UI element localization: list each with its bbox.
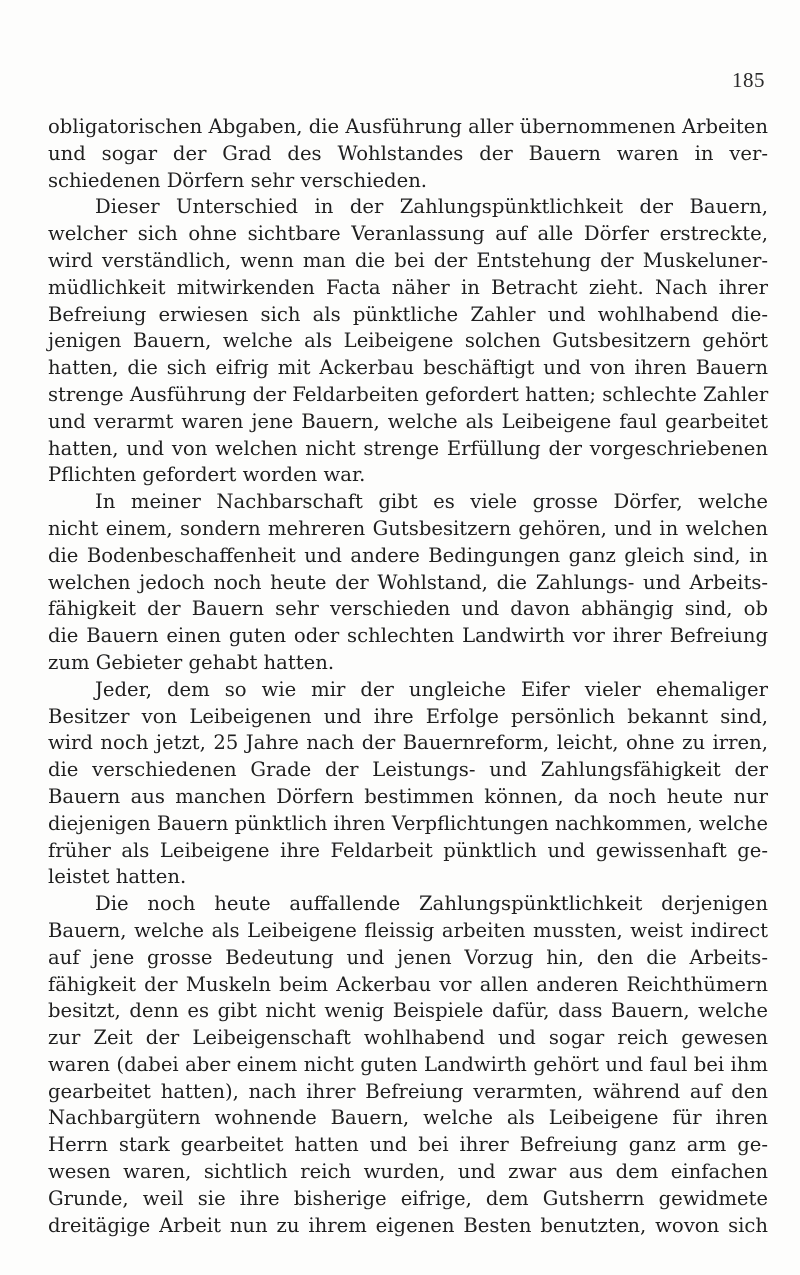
text-line: zum Gebieter gehabt hatten. [48,650,335,674]
text-line: In meiner Nachbarschaft gibt es viele grosse Dörfer, welche [95,490,768,514]
text-line: die Bauern einen guten oder schlechten Landwirth vor ihrer Befreiung [48,624,768,648]
text-line: welchen jedoch noch heute der Wohlstand, die Zahlungs- und Arbeits- [48,570,768,594]
text-line: welcher sich ohne sichtbare Veranlassung auf alle Dörfer erstreckte, [48,222,768,246]
text-line: Dieser Unterschied in der Zahlungspünktlichkeit der Bauern, [95,195,768,219]
text-line: Herrn stark gearbeitet hatten und bei ihrer Befreiung ganz arm ge- [48,1133,768,1157]
text-line: hatten, und von welchen nicht strenge Erfüllung der vorgeschriebenen [48,436,768,460]
text-line: Pflichten gefordert worden war. [48,463,366,487]
text-line: hatten, die sich eifrig mit Ackerbau beschäftigt und von ihren Bauern [48,356,768,380]
text-line: wird verständlich, wenn man die bei der Entstehung der Muskeluner- [48,248,768,272]
text-line: wesen waren, sichtlich reich wurden, und zwar aus dem einfachen [48,1160,768,1184]
text-line: nicht einem, sondern mehreren Gutsbesitzern gehören, und in welchen [48,516,768,540]
text-line: fähigkeit der Muskeln beim Ackerbau vor allen anderen Reichthümern [48,972,768,996]
text-line: müdlichkeit mitwirkenden Facta näher in Betracht zieht. Nach ihrer [48,275,768,299]
text-line: früher als Leibeigene ihre Feldarbeit pünktlich und gewissenhaft ge- [48,838,768,862]
text-line: Jeder, dem so wie mir der ungleiche Eifer vieler ehemaliger [95,677,768,701]
text-line: und verarmt waren jene Bauern, welche als Leibeigene faul gearbeitet [48,409,768,433]
text-line: Nachbargütern wohnende Bauern, welche als Leibeigene für ihren [48,1106,768,1130]
text-line: diejenigen Bauern pünktlich ihren Verpflichtungen nachkommen, welche [48,811,768,835]
text-line: Befreiung erwiesen sich als pünktliche Zahler und wohlhabend die- [48,302,768,326]
text-line: Bauern aus manchen Dörfern bestimmen können, da noch heute nur [48,784,768,808]
text-line: strenge Ausführung der Feldarbeiten gefordert hatten; schlechte Zahler [48,382,769,406]
text-line: schiedenen Dörfern sehr verschieden. [48,168,428,192]
text-line: die Bodenbeschaffenheit und andere Bedingungen ganz gleich sind, in [48,543,768,567]
text-line: fähigkeit der Bauern sehr verschieden und davon abhängig sind, ob [48,597,768,621]
text-line: dreitägige Arbeit nun zu ihrem eigenen Besten benutzten, wovon sich [48,1213,768,1237]
text-line: zur Zeit der Leibeigenschaft wohlhabend und sogar reich gewesen [48,1026,768,1050]
text-line: auf jene grosse Bedeutung und jenen Vorzug hin, den die Arbeits- [48,945,768,969]
text-line: die verschiedenen Grade der Leistungs- und Zahlungsfähigkeit der [48,758,768,782]
text-line: obligatorischen Abgaben, die Ausführung aller übernommenen Arbeiten [48,115,768,138]
text-line: waren (dabei aber einem nicht guten Landwirth gehört und faul bei ihm [48,1052,768,1076]
text-line: jenigen Bauern, welche als Leibeigene solchen Gutsbesitzern gehört [48,329,768,353]
text-line: gearbeitet hatten), nach ihrer Befreiung verarmten, während auf den [48,1079,768,1103]
text-line: besitzt, denn es gibt nicht wenig Beispiele dafür, dass Bauern, welche [48,999,768,1023]
text-line: Bauern, welche als Leibeigene fleissig arbeiten mussten, weist indirect [48,918,768,942]
text-line: Grunde, weil sie ihre bisherige eifrige, dem Gutsherrn gewidmete [48,1186,768,1210]
text-line: Die noch heute auffallende Zahlungspünktlichkeit derjenigen [95,892,768,916]
text-line: und sogar der Grad des Wohlstandes der Bauern waren in ver- [48,141,768,165]
text-line: Besitzer von Leibeigenen und ihre Erfolge persönlich bekannt sind, [48,704,768,728]
text-line: leistet hatten. [48,865,187,889]
page-number: 185 [732,68,765,92]
body-text [48,114,768,1239]
text-line: wird noch jetzt, 25 Jahre nach der Bauernreform, leicht, ohne zu irren, [48,731,768,755]
